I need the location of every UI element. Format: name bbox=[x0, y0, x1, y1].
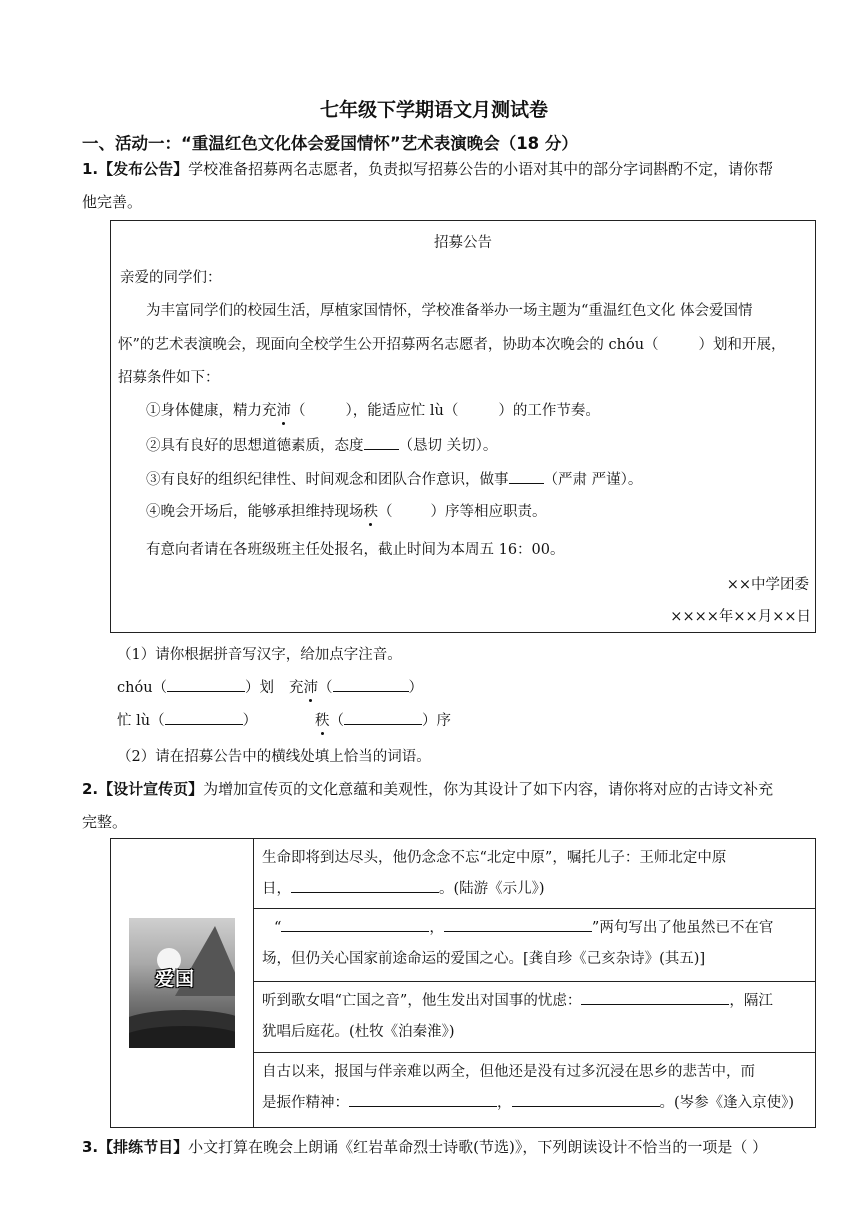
notice-box bbox=[110, 220, 816, 633]
question-2-cont: 完整。 bbox=[82, 813, 128, 831]
image-caption: 爱国 bbox=[155, 968, 196, 990]
text: （严肃 严谨）。 bbox=[543, 472, 643, 488]
text: （恳切 关切）。 bbox=[398, 438, 498, 454]
text: 。(陆游《示儿》) bbox=[439, 881, 545, 897]
question-3 bbox=[82, 1132, 767, 1162]
text-line bbox=[262, 1088, 809, 1119]
text: ）序 bbox=[422, 713, 451, 729]
text-line bbox=[262, 913, 809, 944]
question-tag: 【发布公告】 bbox=[98, 160, 189, 178]
text: 。(岑参《逢入京使》) bbox=[659, 1095, 795, 1111]
text: ），能适应忙 lù（ bbox=[345, 403, 459, 419]
poem-table bbox=[110, 838, 816, 1128]
question-number: 1. bbox=[82, 160, 99, 178]
question-1 bbox=[82, 154, 773, 184]
answer-zhi bbox=[315, 709, 451, 730]
answer-blank[interactable] bbox=[167, 678, 245, 692]
text: 自古以来，报国与伴亲难以两全，但他还是没有过多沉浸在思乡的悲苦中，而 bbox=[262, 1064, 755, 1080]
notice-signer: ××中学团委 bbox=[726, 577, 809, 593]
text-line bbox=[262, 986, 809, 1017]
question-number: 3. bbox=[82, 1138, 99, 1156]
text: ④晚会开场后，能够承担维持现场 bbox=[146, 504, 364, 520]
poem-row-1 bbox=[254, 839, 816, 909]
text: ） bbox=[408, 680, 423, 696]
question-text: 小文打算在晚会上朗诵《红岩革命烈士诗歌(节选)》，下列朗读设计不恰当的一项是（ ） bbox=[188, 1138, 768, 1156]
text: ， bbox=[429, 920, 444, 936]
text: ②具有良好的思想道德素质，态度 bbox=[146, 438, 364, 454]
answer-blank[interactable] bbox=[333, 678, 409, 692]
notice-paragraph-line3: 招募条件如下： bbox=[118, 370, 220, 386]
condition-3 bbox=[146, 468, 642, 489]
question-number: 2. bbox=[82, 780, 99, 798]
text: 忙 lù（ bbox=[117, 713, 165, 729]
answer-blank[interactable] bbox=[364, 436, 399, 450]
poem-row-3 bbox=[254, 982, 816, 1053]
text: “ bbox=[274, 920, 282, 936]
condition-1 bbox=[146, 399, 600, 420]
answer-blank[interactable] bbox=[444, 918, 592, 932]
text: ， bbox=[497, 1095, 512, 1111]
answer-blank[interactable] bbox=[509, 470, 544, 484]
answer-lu bbox=[117, 709, 257, 730]
answer-blank[interactable] bbox=[349, 1093, 497, 1107]
question-2 bbox=[82, 774, 773, 804]
notice-paragraph-line2 bbox=[118, 333, 786, 354]
notice-greeting: 亲爱的同学们： bbox=[120, 270, 222, 286]
text: 场，但仍关心国家前途命运的爱国之心。[龚自珍《己亥杂诗》(其五)] bbox=[262, 951, 706, 967]
notice-paragraph: 为丰富同学们的校园生活，厚植家国情怀，学校准备举办一场主题为“重温红色文化 体会爱国情 bbox=[146, 303, 753, 319]
answer-blank[interactable] bbox=[512, 1093, 660, 1107]
text: ③有良好的组织纪律性、时间观念和团队合作意识，做事 bbox=[146, 472, 509, 488]
text: ）序等相应职责。 bbox=[430, 504, 547, 520]
answer-blank[interactable] bbox=[581, 991, 729, 1005]
answer-blank[interactable] bbox=[165, 711, 243, 725]
question-1-cont: 他完善。 bbox=[82, 193, 143, 211]
text: 听到歌女唱“亡国之音”，他生发出对国事的忧虑： bbox=[262, 993, 582, 1009]
text: （ bbox=[378, 504, 393, 520]
sub-question-2: （2）请在招募公告中的横线处填上恰当的词语。 bbox=[117, 749, 431, 765]
text: （ bbox=[329, 713, 344, 729]
notice-date: ××××年××月××日 bbox=[670, 609, 811, 625]
text: 犹唱后庭花。(杜牧《泊秦淮》) bbox=[262, 1024, 455, 1040]
patriotism-image bbox=[129, 918, 235, 1048]
question-tag: 【设计宣传页】 bbox=[98, 780, 204, 798]
text: 生命即将到达尽头，他仍念念不忘“北定中原”，嘱托儿子：王师北定中原 bbox=[262, 850, 727, 866]
answer-pei bbox=[289, 676, 423, 697]
wave-shape bbox=[129, 1026, 235, 1048]
dotted-char: 秩 bbox=[315, 713, 330, 729]
image-cell bbox=[111, 839, 254, 1128]
text: ） bbox=[242, 713, 258, 729]
text: ）划 bbox=[245, 680, 275, 696]
answer-chou bbox=[117, 676, 274, 697]
dotted-char: 沛 bbox=[276, 403, 291, 419]
poem-row-2 bbox=[254, 909, 816, 982]
dotted-char: 沛 bbox=[303, 680, 318, 696]
answer-blank[interactable] bbox=[281, 918, 429, 932]
sub-question-1: （1）请你根据拼音写汉字，给加点字注音。 bbox=[117, 647, 402, 663]
question-text: 为增加宣传页的文化意蕴和美观性，你为其设计了如下内容，请你将对应的古诗文补充 bbox=[203, 780, 774, 798]
text: （ bbox=[318, 680, 333, 696]
text: 怀”的艺术表演晚会，现面向全校学生公开招募两名志愿者，协助本次晚会的 chóu（ bbox=[118, 337, 659, 353]
condition-2 bbox=[146, 434, 497, 455]
text: ，隔江 bbox=[729, 993, 773, 1009]
text: 日， bbox=[262, 881, 291, 897]
question-tag: 【排练节目】 bbox=[98, 1138, 189, 1156]
notice-title: 招募公告 bbox=[434, 235, 492, 251]
text: ”两句写出了他虽然已不在官 bbox=[591, 920, 774, 936]
dotted-char: 秩 bbox=[363, 504, 378, 520]
question-text: 学校准备招募两名志愿者，负责拟写招募公告的小语对其中的部分字词斟酌不定，请你帮 bbox=[188, 160, 774, 178]
text: （ bbox=[291, 403, 306, 419]
text: ①身体健康，精力充 bbox=[146, 403, 277, 419]
section-heading: 一、活动一：“重温红色文化体会爱国情怀”艺术表演晚会（18 分） bbox=[82, 134, 578, 153]
text: ）划和开展， bbox=[698, 337, 786, 353]
answer-blank[interactable] bbox=[344, 711, 422, 725]
text-line bbox=[262, 874, 809, 905]
text: 是振作精神： bbox=[262, 1095, 349, 1111]
poem-row-4 bbox=[254, 1053, 816, 1128]
text: ）的工作节奏。 bbox=[498, 403, 600, 419]
text: 充 bbox=[289, 680, 304, 696]
answer-blank[interactable] bbox=[291, 879, 439, 893]
notice-deadline: 有意向者请在各班级班主任处报名，截止时间为本周五 16：00。 bbox=[146, 542, 565, 558]
condition-4 bbox=[146, 500, 547, 521]
text: chóu（ bbox=[117, 680, 168, 696]
page-title: 七年级下学期语文月测试卷 bbox=[319, 99, 548, 121]
